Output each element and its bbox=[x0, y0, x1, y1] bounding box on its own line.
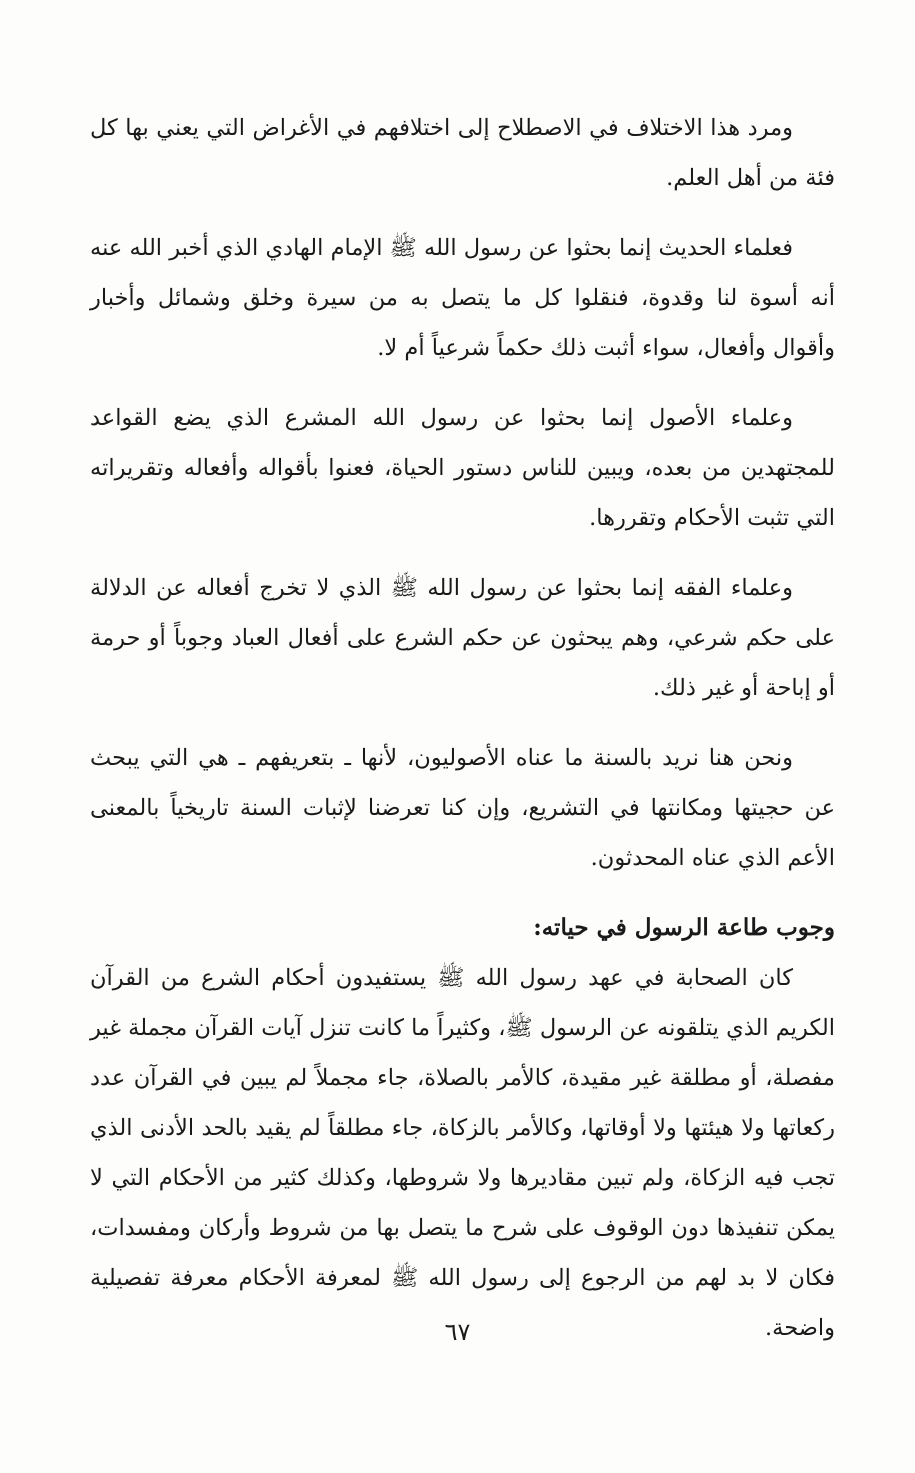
section-heading: وجوب طاعة الرسول في حياته: bbox=[533, 914, 835, 941]
paragraph-fiqh-scholars: وعلماء الفقه إنما بحثوا عن رسول الله ﷺ الذي لا تخرج أفعاله عن الدلالة على حكم شرعي، وهم يبحثون عن حكم الشرع على أفعال العباد وجوباً أو حرمة أو إباحة أو غير ذلك. bbox=[90, 575, 835, 701]
paragraph-hadith-scholars: فعلماء الحديث إنما بحثوا عن رسول الله ﷺ الإمام الهادي الذي أخبر الله عنه أنه أسوة لنا وقدوة، فنقلوا كل ما يتصل به من سيرة وخلق وشمائل وأخبار وأقوال وأفعال، سواء أثبت ذلك حكماً شرعياً أم لا. bbox=[90, 235, 835, 361]
page-number: ٦٧ bbox=[444, 1318, 471, 1346]
paragraph-terminology-difference: ومرد هذا الاختلاف في الاصطلاح إلى اختلافهم في الأغراض التي يعني بها كل فئة من أهل العلم. bbox=[90, 115, 835, 191]
paragraph-sunnah-definition: ونحن هنا نريد بالسنة ما عناه الأصوليون، لأنها ـ بتعريفهم ـ هي التي يبحث عن حجيتها ومكانتها في التشريع، وإن كنا تعرضنا لإثبات السنة تاريخياً بالمعنى الأعم الذي عناه المحدثون. bbox=[90, 745, 835, 871]
page-body bbox=[90, 103, 835, 1353]
paragraph-usul-scholars: وعلماء الأصول إنما بحثوا عن رسول الله المشرع الذي يضع القواعد للمجتهدين من بعده، ويبين للناس دستور الحياة، فعنوا بأقواله وأفعاله وتقريراته التي تثبت الأحكام وتقررها. bbox=[90, 405, 835, 531]
paragraph-companions: كان الصحابة في عهد رسول الله ﷺ يستفيدون أحكام الشرع من القرآن الكريم الذي يتلقونه عن الرسول ﷺ، وكثيراً ما كانت تنزل آيات القرآن مجملة غير مفصلة، أو مطلقة غير مقيدة، كالأمر بالصلاة، جاء مجملاً لم يبين في القرآن عدد ركعاتها ولا هيئتها ولا أوقاتها، وكالأمر بالزكاة، جاء مطلقاً لم يقيد بالحد الأدنى الذي تجب فيه الزكاة، ولم تبين مقاديرها ولا شروطها، وكذلك كثير من الأحكام التي لا يمكن تنفيذها دون الوقوف على شرح ما يتصل بها من شروط وأركان ومفسدات، فكان لا بد لهم من الرجوع إلى رسول الله ﷺ لمعرفة الأحكام معرفة تفصيلية واضحة. bbox=[90, 965, 835, 1341]
